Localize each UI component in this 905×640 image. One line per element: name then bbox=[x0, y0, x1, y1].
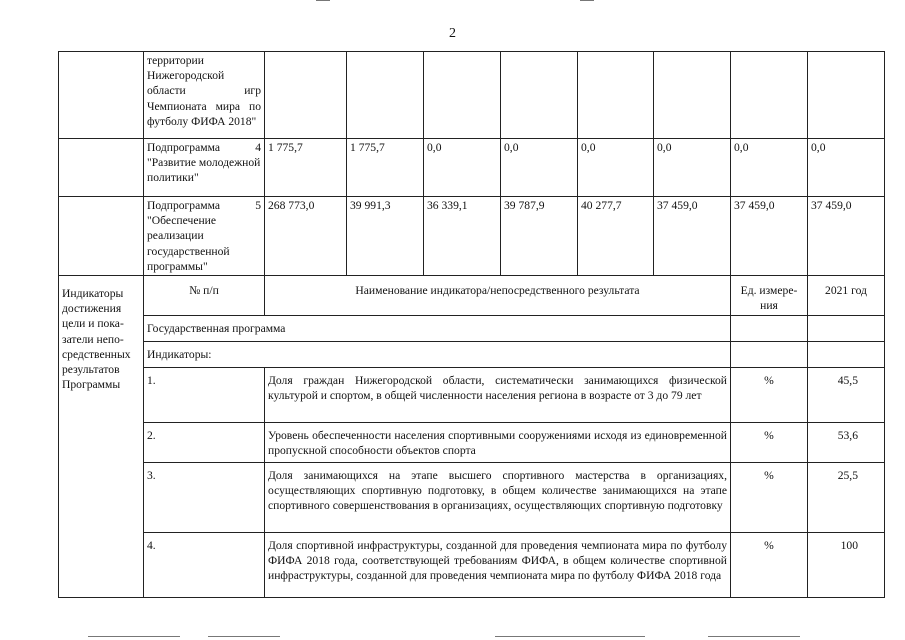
value-cell: 268 773,0 bbox=[265, 197, 347, 276]
subprogram-label: Подпрограмма 5 "Обеспечение реализации государственной программы" bbox=[144, 197, 265, 276]
indicators-label-row bbox=[59, 342, 885, 368]
value-cell: 36 339,1 bbox=[424, 197, 501, 276]
indicators-label: Индикаторы: bbox=[144, 342, 731, 368]
empty-cell bbox=[731, 342, 808, 368]
indicator-value: 45,5 bbox=[808, 368, 885, 423]
header-unit: Ед. измере- ния bbox=[731, 276, 808, 316]
program-row bbox=[59, 316, 885, 342]
indicator-row bbox=[59, 368, 885, 423]
value-cell bbox=[424, 52, 501, 139]
indicator-num: 1. bbox=[144, 368, 265, 423]
indicator-num: 4. bbox=[144, 533, 265, 598]
value-cell: 39 787,9 bbox=[501, 197, 578, 276]
header-year: 2021 год bbox=[808, 276, 885, 316]
indicator-name: Доля граждан Нижегородской области, систематически занимающихся физической культурой и спортом, в общей численности населения региона в возрасте от 3 до 79 лет bbox=[265, 368, 731, 423]
subprogram-label: территории Нижегородской области игр Чемпионата мира по футболу ФИФА 2018" bbox=[144, 52, 265, 139]
indicator-value: 100 bbox=[808, 533, 885, 598]
value-cell bbox=[808, 52, 885, 139]
scan-artifact-bottom-4 bbox=[708, 636, 800, 637]
program-label: Государственная программа bbox=[144, 316, 731, 342]
left-empty-cell bbox=[59, 52, 144, 139]
value-cell bbox=[265, 52, 347, 139]
value-cell: 0,0 bbox=[808, 139, 885, 197]
scan-artifact-top-left bbox=[316, 0, 330, 1]
scan-artifact-bottom-1 bbox=[88, 636, 180, 637]
indicator-name: Доля занимающихся на этапе высшего спортивного мастерства в организациях, осуществляющих спортивную подготовку, в общем количестве занимающихся на этапе спортивного совершенствования в организациях, осуществляющих спортивную подготовку bbox=[265, 463, 731, 533]
empty-cell bbox=[731, 316, 808, 342]
program-passport-table bbox=[58, 51, 885, 598]
value-cell: 1 775,7 bbox=[347, 139, 424, 197]
scan-artifact-bottom-2 bbox=[208, 636, 280, 637]
value-cell: 40 277,7 bbox=[578, 197, 654, 276]
value-cell bbox=[578, 52, 654, 139]
value-cell: 39 991,3 bbox=[347, 197, 424, 276]
value-cell bbox=[347, 52, 424, 139]
value-cell: 37 459,0 bbox=[654, 197, 731, 276]
value-cell bbox=[731, 52, 808, 139]
scan-artifact-top-right bbox=[580, 0, 594, 1]
scan-artifact-bottom-3 bbox=[495, 636, 645, 637]
empty-cell bbox=[808, 342, 885, 368]
indicator-unit: % bbox=[731, 368, 808, 423]
left-empty-cell bbox=[59, 139, 144, 197]
empty-cell bbox=[808, 316, 885, 342]
indicator-row bbox=[59, 533, 885, 598]
header-indicator-name: Наименование индикатора/непосредственного результата bbox=[265, 276, 731, 316]
indicator-name: Доля спортивной инфраструктуры, созданной для проведения чемпионата мира по футболу ФИФА 2018 года, соответствующей требованиям ФИФА, в общем количестве спортивной инфраструктуры, созданной для проведения чемпионата мира по футболу ФИФА 2018 года bbox=[265, 533, 731, 598]
table-row bbox=[59, 52, 885, 139]
value-cell: 0,0 bbox=[424, 139, 501, 197]
indicator-num: 3. bbox=[144, 463, 265, 533]
table-row bbox=[59, 139, 885, 197]
indicator-row bbox=[59, 463, 885, 533]
value-cell bbox=[501, 52, 578, 139]
indicators-header-row bbox=[59, 276, 885, 316]
indicator-unit: % bbox=[731, 423, 808, 463]
indicator-name: Уровень обеспеченности населения спортивными сооружениями исходя из единовременной пропускной способности объектов спорта bbox=[265, 423, 731, 463]
value-cell: 0,0 bbox=[578, 139, 654, 197]
indicator-unit: % bbox=[731, 463, 808, 533]
left-empty-cell bbox=[59, 197, 144, 276]
subprogram-label: Подпрограмма 4 "Развитие молодежной политики" bbox=[144, 139, 265, 197]
indicator-row bbox=[59, 423, 885, 463]
indicator-value: 25,5 bbox=[808, 463, 885, 533]
indicator-num: 2. bbox=[144, 423, 265, 463]
indicators-section-label: Индикаторы достижения цели и пока- затели непо- средственных результатов Программы bbox=[59, 276, 144, 598]
value-cell: 1 775,7 bbox=[265, 139, 347, 197]
indicator-unit: % bbox=[731, 533, 808, 598]
header-num: № п/п bbox=[144, 276, 265, 316]
indicator-value: 53,6 bbox=[808, 423, 885, 463]
value-cell: 0,0 bbox=[654, 139, 731, 197]
value-cell: 0,0 bbox=[731, 139, 808, 197]
page-number: 2 bbox=[449, 26, 456, 41]
value-cell: 0,0 bbox=[501, 139, 578, 197]
table-row bbox=[59, 197, 885, 276]
value-cell: 37 459,0 bbox=[808, 197, 885, 276]
value-cell bbox=[654, 52, 731, 139]
value-cell: 37 459,0 bbox=[731, 197, 808, 276]
